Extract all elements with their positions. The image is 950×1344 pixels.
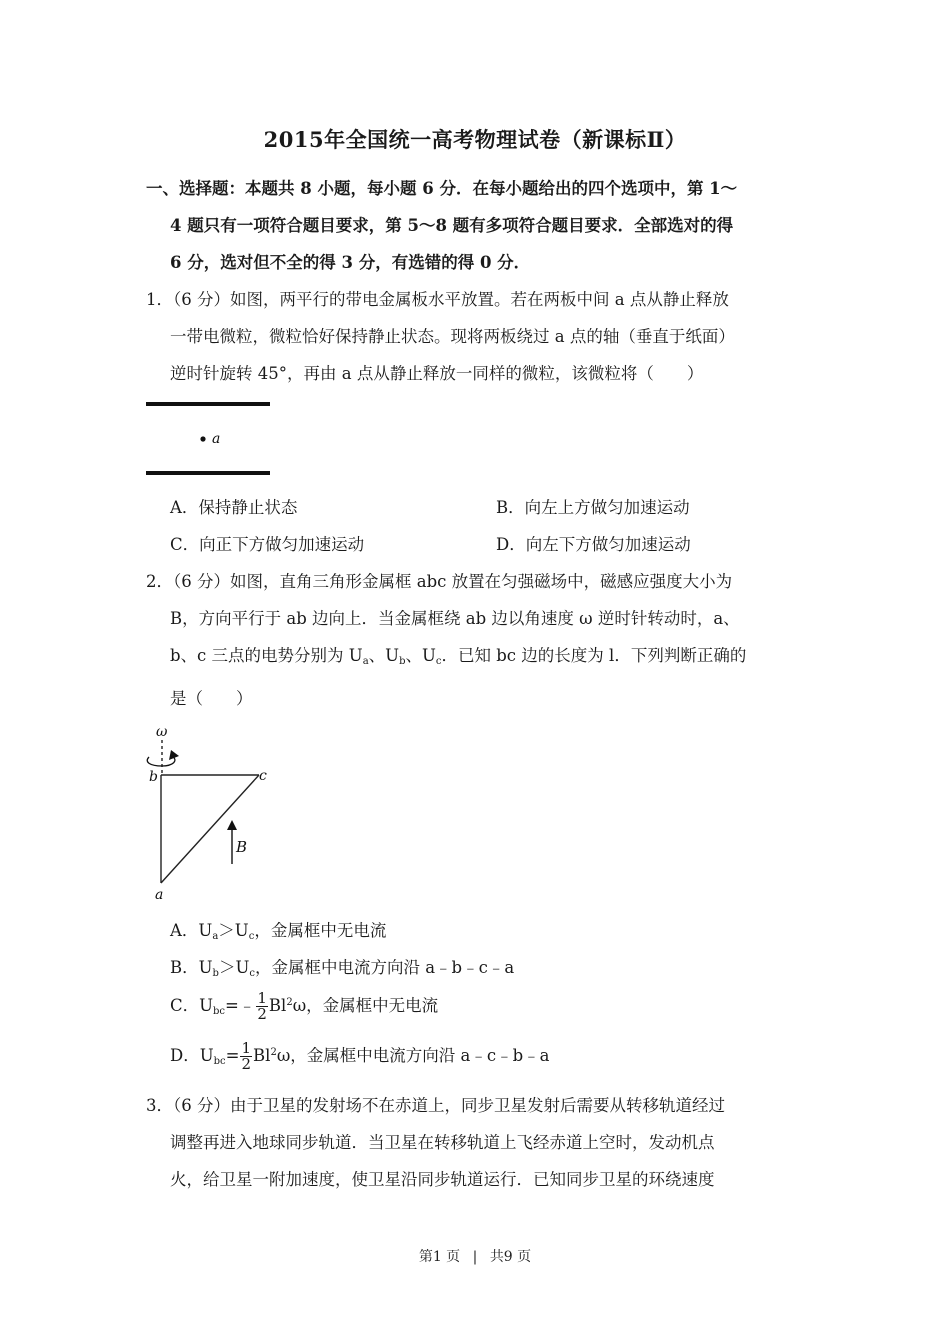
q2-option-d: D．$U_{bc}=$ $\frac{1}{2}$ Bl$^2$ω，金属框中电流方向沿 a﹣c﹣b﹣a xyxy=(170,1039,550,1073)
upper-plate xyxy=(146,402,270,406)
q2-option-c: C．$U_{bc}=﹣$ $\frac{1}{2}$ Bl$^2$ω，金属框中无电流 xyxy=(170,989,439,1023)
side-ac xyxy=(161,775,259,883)
q1-figure xyxy=(140,395,280,485)
q2-line-2: B，方向平行于 ab 边向上．当金属框绕 ab 边以角速度 ω 逆时针转动时，a、 xyxy=(170,609,740,628)
q3-line-2: 调整再进入地球同步轨道．当卫星在转移轨道上飞经赤道上空时，发动机点 xyxy=(170,1133,715,1152)
q1-line-2: 一带电微粒，微粒恰好保持静止状态。现将两板绕过 a 点的轴（垂直于纸面） xyxy=(170,327,735,346)
vertex-b-label: b xyxy=(149,769,158,785)
footer-separator: | xyxy=(472,1249,478,1265)
field-arrowhead xyxy=(227,820,237,830)
fraction-one-half: $\frac{1}{2}$ xyxy=(241,1039,252,1073)
q1-line-3: 逆时针旋转 45°，再由 a 点从静止释放一同样的微粒，该微粒将（ ） xyxy=(170,364,704,383)
section-line-2: 4 题只有一项符合题目要求，第 5～8 题有多项符合题目要求．全部选对的得 xyxy=(170,216,734,235)
fraction-one-half: $\frac{1}{2}$ xyxy=(257,989,267,1023)
question-2 xyxy=(146,563,816,717)
page-number: 第1 页 xyxy=(418,1249,461,1265)
q1-option-d: D．向左下方做匀加速运动 xyxy=(496,535,691,554)
q2-line-1: 2．（6 分）如图，直角三角形金属框 abc 放置在匀强磁场中，磁感应强度大小为 xyxy=(146,572,733,591)
omega-label: ω xyxy=(156,724,168,740)
vertex-c-label: c xyxy=(259,768,267,784)
section-instructions xyxy=(146,170,816,281)
q2-option-a: A．$U_a>U_c$，金属框中无电流 xyxy=(170,921,387,942)
section-line-3: 6 分，选对但不全的得 3 分，有选错的得 0 分． xyxy=(170,253,531,272)
q2-line-4: 是（ ） xyxy=(170,689,253,708)
question-1 xyxy=(146,281,816,392)
section-line-1: 一、选择题：本题共 8 小题，每小题 6 分．在每小题给出的四个选项中，第 1～ xyxy=(146,179,738,198)
q2-line-3: b、c 三点的电势分别为 $U_a$、$U_b$、$U_c$．已知 bc 边的长度为 l．下列判断正确的 xyxy=(170,646,747,667)
question-3 xyxy=(146,1087,816,1198)
page-title: 2015年全国统一高考物理试卷（新课标Ⅱ） xyxy=(263,127,687,152)
q2-figure xyxy=(140,722,280,907)
field-b-label: B xyxy=(236,838,248,856)
page-footer xyxy=(0,1246,950,1266)
q3-line-1: 3．（6 分）由于卫星的发射场不在赤道上，同步卫星发射后需要从转移轨道经过 xyxy=(146,1096,725,1115)
lower-plate xyxy=(146,471,270,475)
q1-option-b: B．向左上方做匀加速运动 xyxy=(496,498,690,517)
q3-line-3: 火，给卫星一附加速度，使卫星沿同步轨道运行．已知同步卫星的环绕速度 xyxy=(170,1170,715,1189)
q2-option-b: B．$U_b>U_c$，金属框中电流方向沿 a﹣b﹣c﹣a xyxy=(170,958,515,979)
page-total: 共9 页 xyxy=(489,1249,532,1265)
point-a-dot xyxy=(200,436,205,441)
vertex-a-label: a xyxy=(155,887,164,903)
point-a-label: a xyxy=(212,431,221,447)
q1-option-c: C．向正下方做匀加速运动 xyxy=(170,535,365,554)
q1-line-1: 1．（6 分）如图，两平行的带电金属板水平放置。若在两板中间 a 点从静止释放 xyxy=(146,290,729,309)
q1-option-a: A．保持静止状态 xyxy=(170,498,298,517)
